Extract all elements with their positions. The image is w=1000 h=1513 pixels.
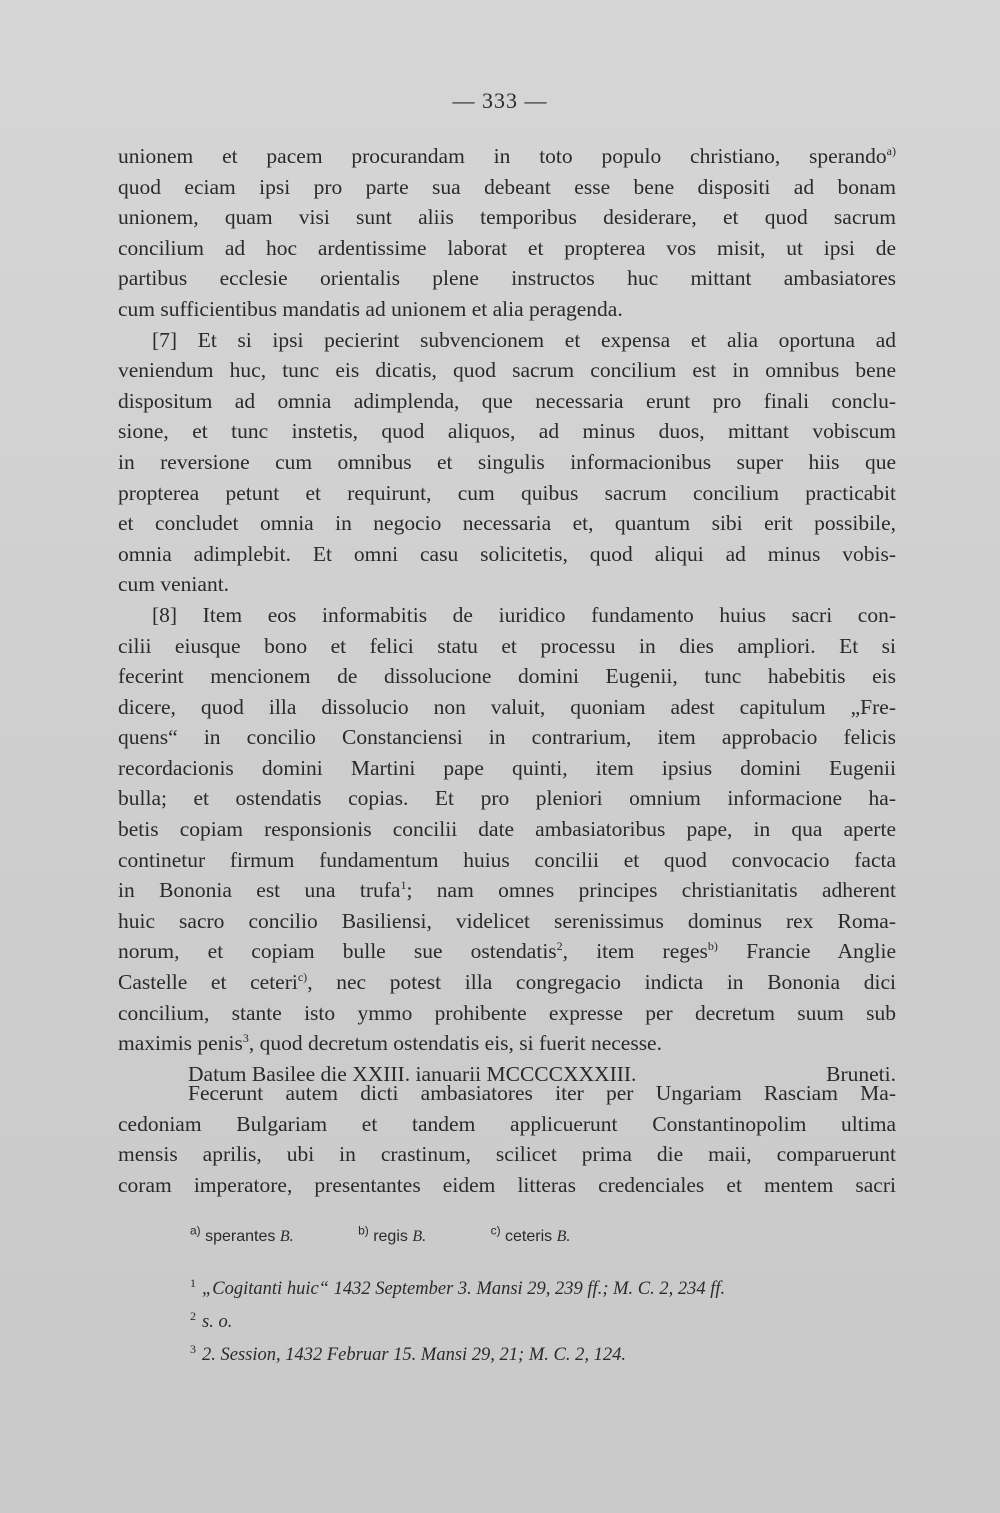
text-line: partibus ecclesie orientalis plene instructos huc mittant ambasiatores	[118, 266, 896, 291]
text-line: bulla; et ostendatis copias. Et pro pleniori omnium informacione ha-	[118, 786, 896, 811]
footnote: $^1$ „Cogitanti huic“ 1432 September 3. Mansi 29, 239 ff.; M. C. 2, 234 ff.	[190, 1276, 726, 1300]
variant-note: $^{b)}$ regis B.	[358, 1223, 427, 1245]
text-line: continetur firmum fundamentum huius concilii et quod convocacio facta	[118, 847, 896, 872]
text-line: in reversione cum omnibus et singulis informacionibus super hiis que	[118, 449, 896, 474]
text-line: fecerint mencionem de dissolucione domini Eugenii, tunc habebitis eis	[118, 664, 896, 689]
signature-name: Bruneti.	[826, 1061, 896, 1086]
text-line: coram imperatore, presentantes eidem litteras credenciales et mentem sacri	[118, 1172, 896, 1197]
text-line: quod eciam ipsi pro parte sua debeant esse bene dispositi ad bonam	[118, 174, 896, 199]
text-line: huic sacro concilio Basiliensi, videlicet serenissimus dominus rex Roma-	[118, 908, 896, 933]
text-line: dispositum ad omnia adimplenda, que necessaria erunt pro finali conclu-	[118, 388, 896, 413]
page-number: — 333 —	[452, 88, 548, 113]
footnotes	[190, 1270, 910, 1369]
text-line: maximis penis$^3$, quod decretum ostendatis eis, si fuerit necesse.	[118, 1031, 662, 1056]
text-line: cilii eiusque bono et felici statu et processu in dies ampliori. Et si	[118, 633, 896, 658]
footnote: $^2$ s. o.	[190, 1309, 233, 1333]
text-line: unionem, quam visi sunt aliis temporibus desiderare, et quod sacrum	[118, 205, 896, 230]
paragraph-8-start: [8] Item eos informabitis de iuridico fundamento huius sacri con-	[152, 602, 896, 627]
variant-note: $^{c)}$ ceteris B.	[490, 1223, 571, 1245]
text-line: concilium ad hoc ardentissime laborat et propterea vos misit, ut ipsi de	[118, 235, 896, 260]
text-line: norum, et copiam bulle sue ostendatis$^2$, item reges$^{b)}$ Francie Anglie	[118, 939, 897, 964]
text-line: cum sufficientibus mandatis ad unionem et alia peragenda.	[118, 296, 623, 321]
variant-notes	[190, 1223, 630, 1246]
text-line: betis copiam responsionis concilii date ambasiatoribus pape, in qua aperte	[118, 817, 896, 842]
text-line: propterea petunt et requirunt, cum quibus sacrum concilium practicabit	[118, 480, 896, 505]
text-line: dicere, quod illa dissolucio non valuit, quoniam adest capitulum „Fre-	[118, 694, 896, 719]
text-line: cedoniam Bulgariam et tandem applicuerunt Constantinopolim ultima	[118, 1111, 896, 1136]
text-line: Castelle et ceteri$^{c)}$, nec potest illa congregacio indicta in Bononia dici	[118, 969, 896, 995]
text-line: Fecerunt autem dicti ambasiatores iter per Ungariam Rasciam Ma-	[188, 1081, 896, 1105]
text-line: in Bononia est una trufa$^1$; nam omnes principes christianitatis adherent	[118, 878, 896, 903]
text-line: recordacionis domini Martini pape quinti, item ipsius domini Eugenii	[118, 755, 896, 780]
text-line: concilium, stante isto ymmo prohibente expresse per decretum suum sub	[118, 1000, 896, 1025]
footnote: $^3$ 2. Session, 1432 Februar 15. Mansi 29, 21; M. C. 2, 124.	[190, 1342, 626, 1366]
text-line: quens“ in concilio Constanciensi in contrarium, item approbacio felicis	[118, 725, 896, 750]
paragraph-7-start: [7] Et si ipsi pecierint subvencionem et expensa et alia oportuna ad	[152, 327, 896, 352]
variant-note: $^{a)}$ sperantes B.	[190, 1223, 294, 1245]
text-line: omnia adimplebit. Et omni casu solicitetis, quod aliqui ad minus vobis-	[118, 541, 896, 566]
main-text	[118, 141, 896, 1089]
text-line: et concludet omnia in negocio necessaria et, quantum sibi erit possibile,	[118, 511, 896, 536]
text-line: sione, et tunc instetis, quod aliquos, ad minus duos, mittant vobiscum	[118, 419, 896, 444]
text-line: unionem et pacem procurandam in toto populo christiano, sperando$^{a)}$	[118, 143, 896, 168]
text-line: mensis aprilis, ubi in crastinum, scilicet prima die maii, comparuerunt	[118, 1142, 896, 1167]
text-line: veniendum huc, tunc eis dicatis, quod sacrum concilium est in omnibus bene	[118, 358, 896, 383]
date-text: Datum Basilee die XXIII. ianuarii MCCCCXXXIII.	[188, 1061, 637, 1086]
text-line: cum veniant.	[118, 572, 230, 597]
narrative-paragraph	[118, 1078, 896, 1200]
